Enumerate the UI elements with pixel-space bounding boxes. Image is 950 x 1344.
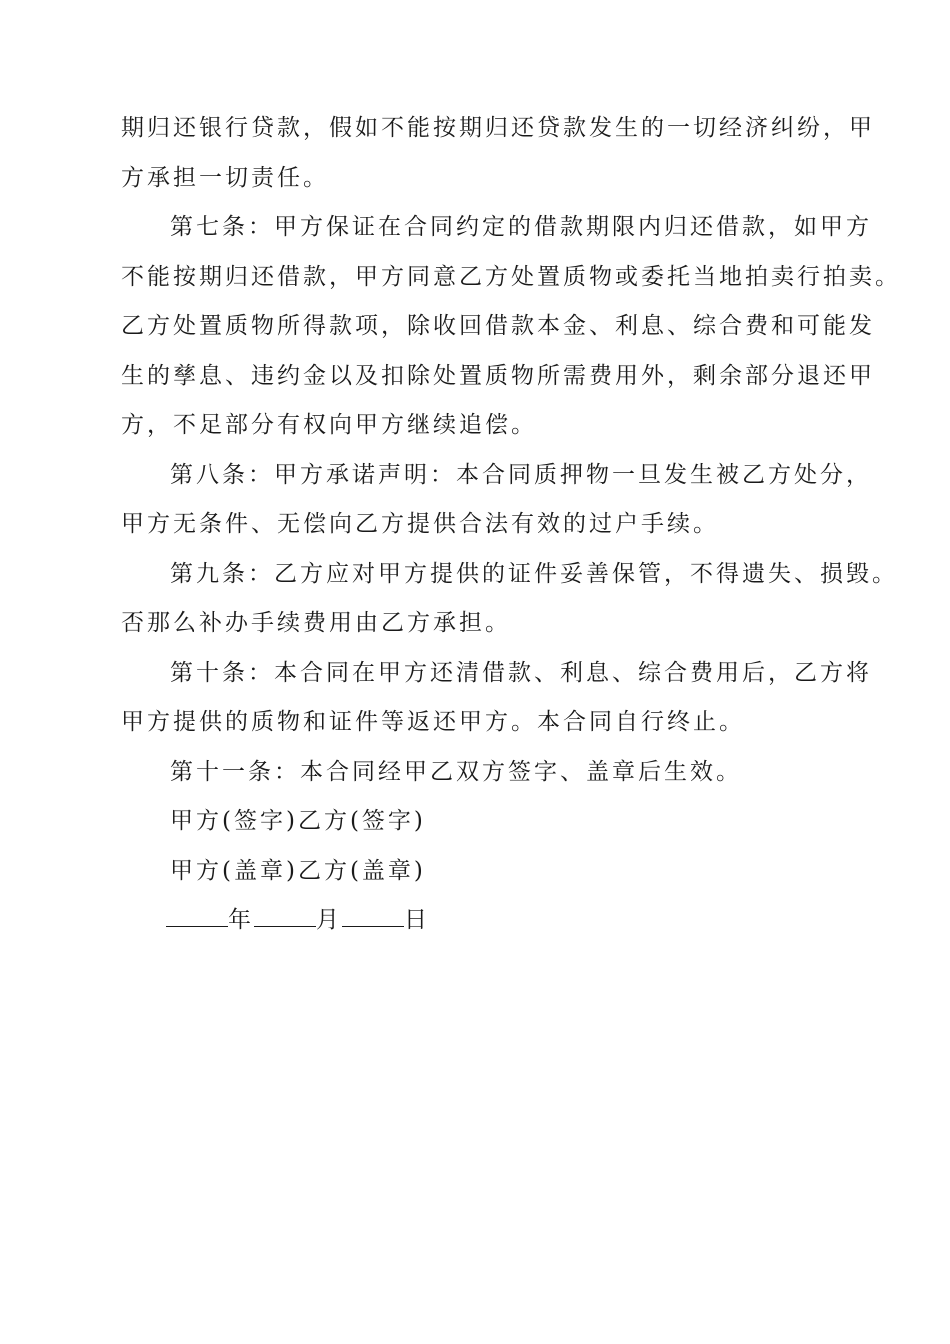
text-line: 否那么补办手续费用由乙方承担。 — [121, 610, 511, 636]
seal-line: 甲方(盖章)乙方(盖章) — [170, 857, 426, 884]
article-7-line: 第七条：甲方保证在合同约定的借款期限内归还借款，如甲方 — [170, 214, 872, 240]
day-blank — [342, 925, 404, 927]
document-body — [121, 104, 901, 946]
text-line: 甲方提供的质物和证件等返还甲方。本合同自行终止。 — [121, 709, 745, 735]
year-blank — [166, 925, 228, 927]
article-10-line: 第十条：本合同在甲方还清借款、利息、综合费用后，乙方将 — [170, 659, 872, 686]
date-line — [121, 896, 841, 946]
month-blank — [254, 925, 316, 927]
text-line: 期归还银行贷款，假如不能按期归还贷款发生的一切经济纠纷，甲 — [121, 115, 875, 141]
text-line: 方承担一切责任。 — [121, 164, 329, 191]
month-label: 月 — [316, 907, 342, 933]
text-line: 甲方无条件、无偿向乙方提供合法有效的过户手续。 — [121, 511, 719, 537]
article-11-line: 第十一条：本合同经甲乙双方签字、盖章后生效。 — [170, 758, 742, 785]
year-label: 年 — [228, 907, 254, 933]
text-line: 乙方处置质物所得款项，除收回借款本金、利息、综合费和可能发 — [121, 313, 875, 339]
text-line: 生的孳息、违约金以及扣除处置质物所需费用外，剩余部分退还甲 — [121, 362, 875, 389]
article-8-line: 第八条：甲方承诺声明：本合同质押物一旦发生被乙方处分， — [170, 461, 872, 488]
signature-line: 甲方(签字)乙方(签字) — [170, 808, 426, 834]
article-9-line: 第九条：乙方应对甲方提供的证件妥善保管，不得遗失、损毁。 — [170, 560, 898, 587]
text-line: 不能按期归还借款，甲方同意乙方处置质物或委托当地拍卖行拍卖。 — [121, 263, 901, 290]
text-line: 方，不足部分有权向甲方继续追偿。 — [121, 412, 537, 438]
day-label: 日 — [404, 907, 430, 933]
